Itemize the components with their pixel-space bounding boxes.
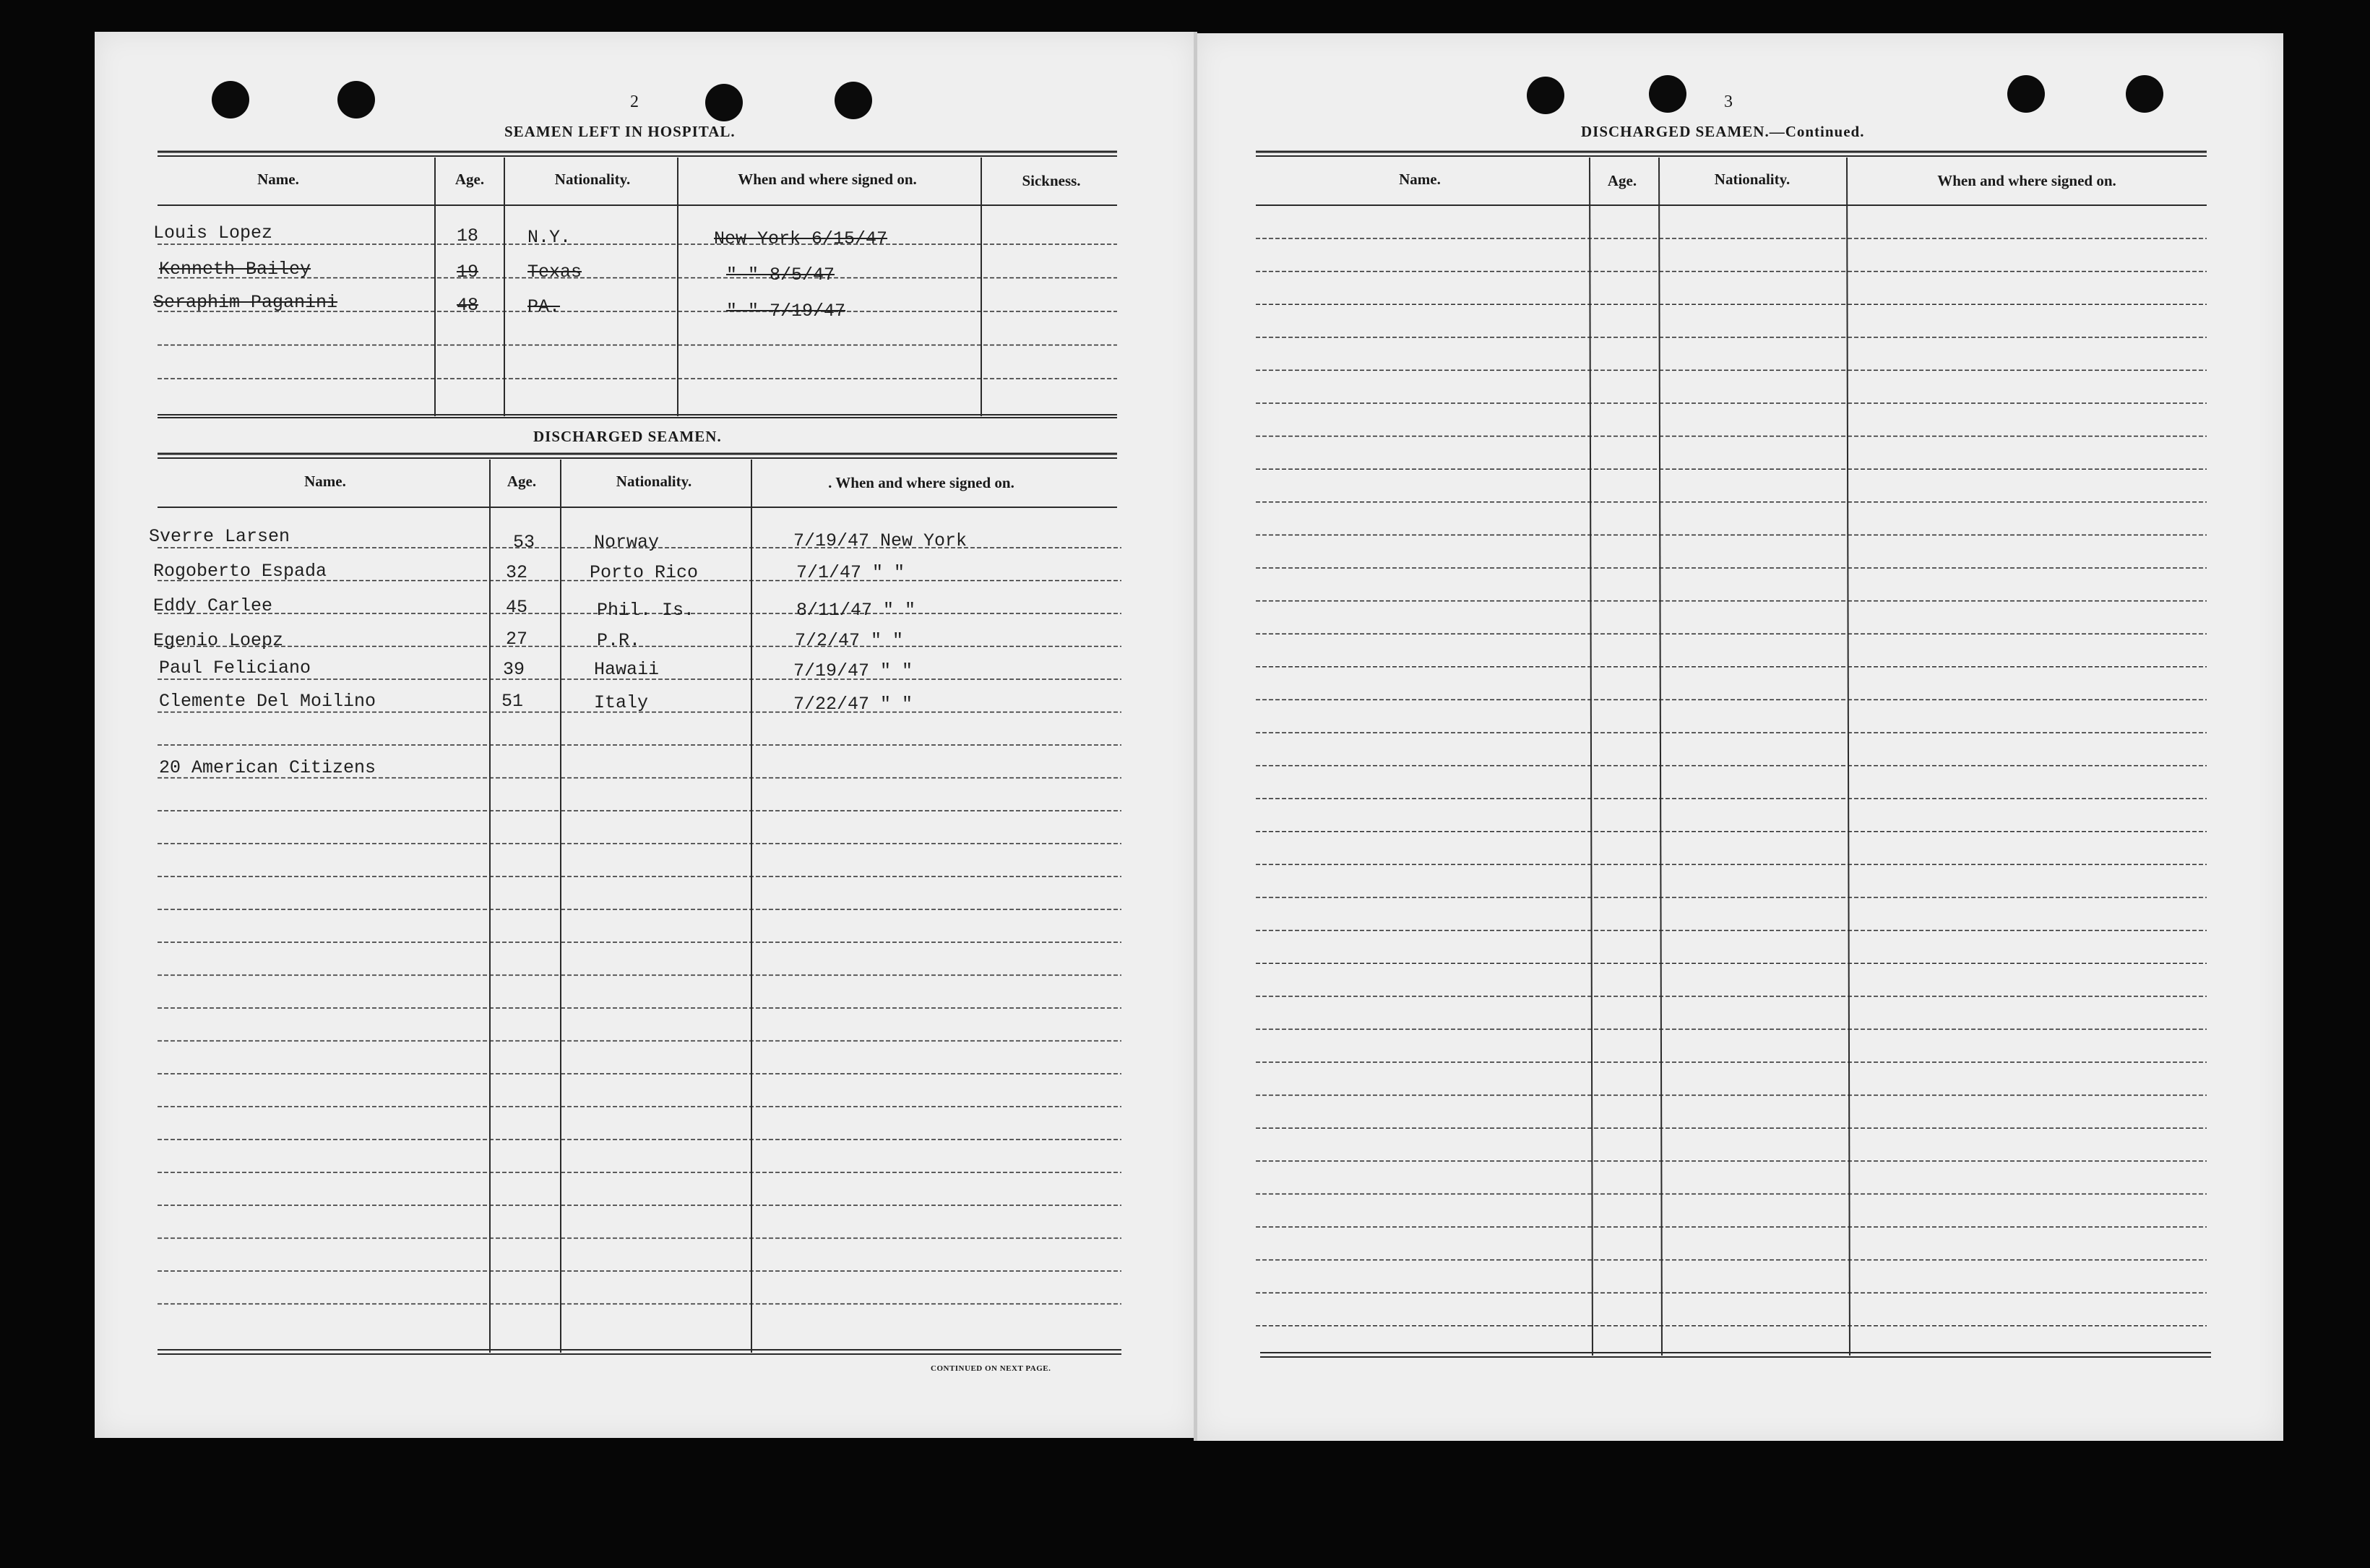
discharged-row-age: 39: [503, 659, 525, 680]
discharged-row-name: Sverre Larsen: [149, 526, 290, 547]
discharged-row-nationality: P.R.: [597, 630, 641, 651]
hospital-row-signed-on: New York 6/15/47: [714, 228, 888, 249]
hospital-row-nationality: N.Y.: [527, 227, 572, 248]
discharged-row-age: 45: [506, 597, 528, 618]
col-header-signed-on: . When and where signed on.: [828, 474, 1014, 491]
hospital-row-signed-on: " " 7/19/47: [726, 301, 846, 322]
discharged-row-nationality: Norway: [594, 532, 660, 553]
col-header-nationality: Nationality.: [554, 171, 631, 188]
discharged-row-name: Egenio Loepz: [153, 630, 284, 651]
continued-footer: CONTINUED ON NEXT PAGE.: [931, 1364, 1051, 1373]
col-header-name: Name.: [1399, 171, 1441, 188]
hospital-row-nationality: PA.: [527, 296, 561, 317]
hospital-section-title: SEAMEN LEFT IN HOSPITAL.: [504, 123, 736, 140]
page-number: 2: [630, 92, 639, 111]
col-header-name: Name.: [257, 171, 299, 188]
discharged-row-signed-on: 7/22/47 " ": [793, 694, 913, 715]
discharged-row-name: Rogoberto Espada: [153, 561, 327, 582]
col-header-nationality: Nationality.: [1714, 171, 1791, 188]
discharged-row-nationality: Porto Rico: [590, 562, 699, 583]
hospital-row-name: Louis Lopez: [153, 223, 273, 244]
discharged-row-signed-on: 7/19/47 " ": [793, 660, 913, 681]
discharged-row-nationality: Phil. Is.: [597, 600, 695, 621]
discharged-row-name: Clemente Del Moilino: [159, 691, 376, 712]
col-header-nationality: Nationality.: [616, 473, 692, 490]
discharged-row-nationality: Hawaii: [594, 659, 660, 680]
col-header-age: Age.: [454, 171, 485, 188]
hospital-row-name: Kenneth Bailey: [159, 259, 311, 280]
discharged-row-signed-on: 7/1/47 " ": [796, 562, 905, 583]
discharged-row-age: 27: [506, 629, 528, 650]
col-header-age: Age.: [507, 473, 537, 490]
discharged-row-signed-on: 7/2/47 " ": [795, 630, 904, 651]
page-number: 3: [1724, 92, 1733, 111]
discharged-row-age: 51: [501, 691, 524, 712]
discharged-row-age: 32: [506, 562, 528, 583]
discharged-row-signed-on: 7/19/47 New York: [793, 530, 968, 551]
discharged-row-signed-on: 8/11/47 " ": [796, 600, 916, 621]
hospital-row-age: 18: [457, 225, 479, 246]
hospital-row-age: 48: [457, 295, 479, 316]
discharged-section-title: DISCHARGED SEAMEN.: [533, 428, 722, 445]
col-header-age: Age.: [1607, 172, 1637, 189]
col-header-signed-on: When and where signed on.: [738, 171, 917, 188]
citizens-note: 20 American Citizens: [159, 757, 376, 778]
discharged-row-nationality: Italy: [594, 692, 649, 713]
discharged-continued-title: DISCHARGED SEAMEN.—Continued.: [1581, 123, 1865, 140]
hospital-row-age: 19: [457, 262, 479, 283]
hospital-row-name: Seraphim Paganini: [153, 292, 338, 313]
hospital-row-nationality: Texas: [527, 262, 582, 283]
discharged-row-name: Eddy Carlee: [153, 595, 273, 616]
discharged-row-name: Paul Feliciano: [159, 658, 311, 679]
col-header-signed-on: When and where signed on.: [1937, 172, 2116, 189]
hospital-row-signed-on: " " 8/5/47: [726, 264, 835, 285]
discharged-row-age: 53: [513, 532, 535, 553]
col-header-sickness: Sickness.: [1022, 172, 1081, 189]
col-header-name: Name.: [304, 473, 346, 490]
